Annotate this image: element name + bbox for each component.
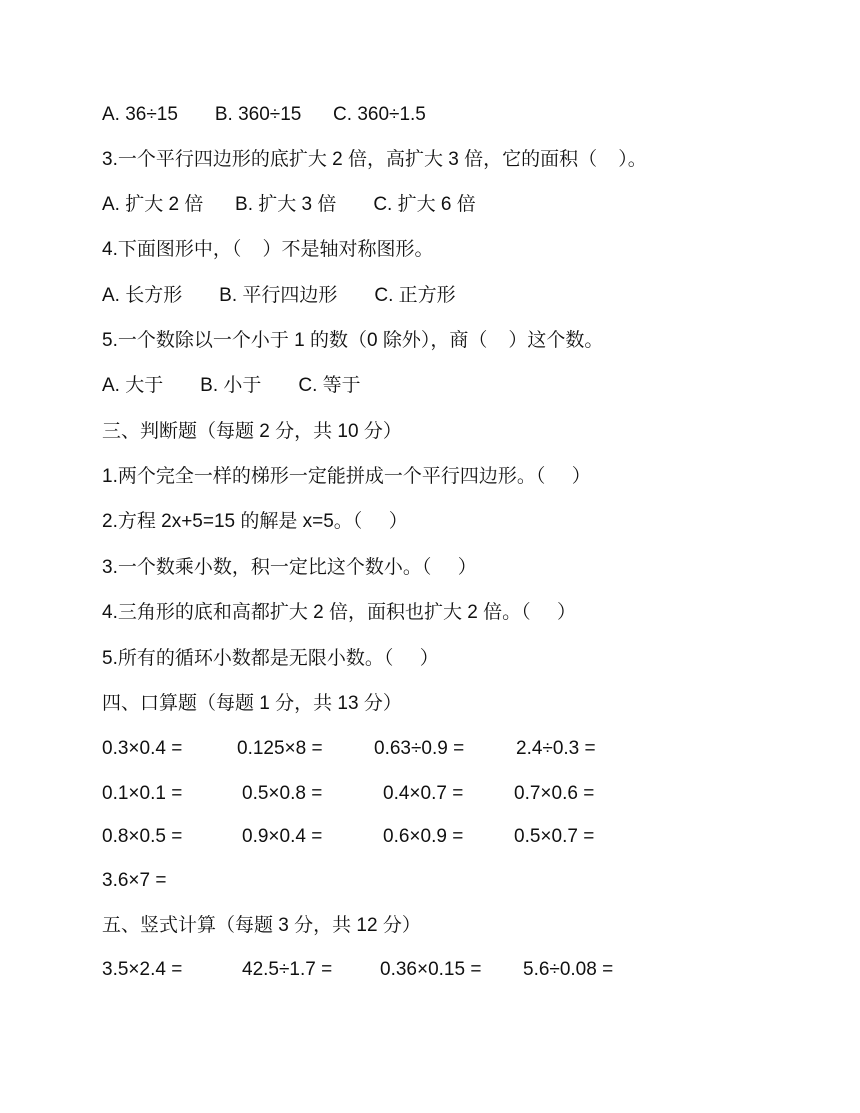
vertical-calc-item: 5.6÷0.08 = — [523, 959, 614, 980]
oral-calc-item: 0.8×0.5 = — [102, 826, 183, 847]
q4-options: A. 长方形 B. 平行四边形 C. 正方形 — [102, 285, 456, 306]
oral-calc-item: 0.9×0.4 = — [242, 826, 323, 847]
question-3: 3.一个平行四边形的底扩大 2 倍，高扩大 3 倍，它的面积（ ）。 — [102, 149, 647, 170]
oral-calc-item: 0.5×0.8 = — [242, 783, 323, 804]
vertical-calc-row — [102, 958, 614, 1102]
oral-calc-item: 0.6×0.9 = — [383, 826, 464, 847]
section-5-heading: 五、竖式计算（每题 3 分，共 12 分） — [102, 915, 421, 936]
oral-calc-item: 3.6×7 = — [102, 870, 167, 891]
vertical-calc-item: 42.5÷1.7 = — [242, 959, 333, 980]
oral-calc-item: 0.4×0.7 = — [383, 783, 464, 804]
oral-calc-item: 0.125×8 = — [237, 738, 323, 759]
oral-calc-item: 0.63÷0.9 = — [374, 738, 465, 759]
vertical-calc-item: 0.36×0.15 = — [380, 959, 482, 980]
oral-calc-item: 0.1×0.1 = — [102, 783, 183, 804]
oral-calc-item: 2.4÷0.3 = — [516, 738, 596, 759]
judge-item-4: 4.三角形的底和高都扩大 2 倍，面积也扩大 2 倍。（ ） — [102, 602, 576, 623]
judge-item-3: 3.一个数乘小数，积一定比这个数小。（ ） — [102, 557, 477, 578]
question-5: 5.一个数除以一个小于 1 的数（0 除外），商（ ）这个数。 — [102, 330, 604, 351]
oral-calc-item: 0.5×0.7 = — [514, 826, 595, 847]
vertical-calc-item: 3.5×2.4 = — [102, 959, 183, 980]
oral-calc-item: 0.7×0.6 = — [514, 783, 595, 804]
section-3-heading: 三、判断题（每题 2 分，共 10 分） — [102, 421, 402, 442]
q3-options: A. 扩大 2 倍 B. 扩大 3 倍 C. 扩大 6 倍 — [102, 194, 476, 215]
question-4: 4.下面图形中，（ ）不是轴对称图形。 — [102, 239, 434, 260]
judge-item-2: 2.方程 2x+5=15 的解是 x=5。（ ） — [102, 511, 408, 532]
judge-item-5: 5.所有的循环小数都是无限小数。（ ） — [102, 648, 439, 669]
oral-calc-item: 0.3×0.4 = — [102, 738, 183, 759]
section-4-heading: 四、口算题（每题 1 分，共 13 分） — [102, 693, 402, 714]
q5-options: A. 大于 B. 小于 C. 等于 — [102, 375, 361, 396]
judge-item-1: 1.两个完全一样的梯形一定能拼成一个平行四边形。（ ） — [102, 466, 591, 487]
q2-options: A. 36÷15 B. 360÷15 C. 360÷1.5 — [102, 104, 426, 125]
